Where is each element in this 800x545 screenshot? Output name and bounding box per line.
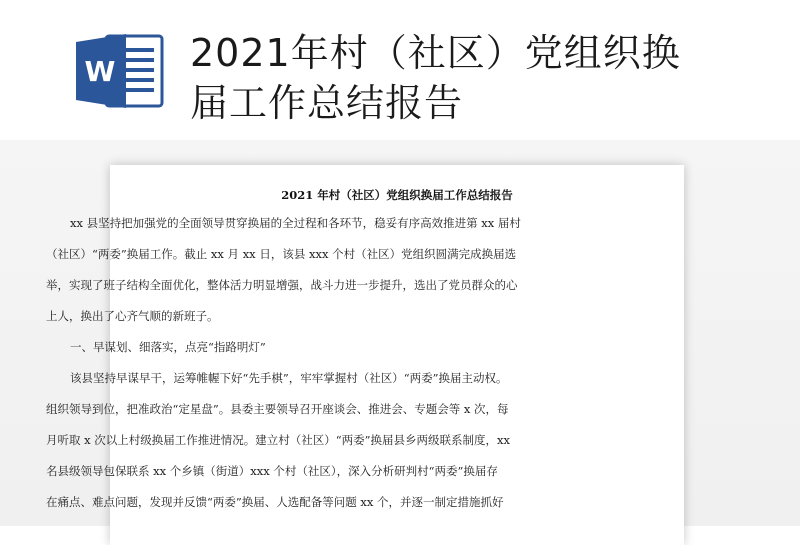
page-title-line-1: 2021年村（社区）党组织换: [190, 31, 681, 75]
header-band: [0, 0, 800, 140]
text-line: 举，实现了班子结构全面优化，整体活力明显增强，战斗力进一步提升，选出了党员群众的心: [46, 278, 518, 292]
text-line: xx 县坚持把加强党的全面领导贯穿换届的全过程和各环节，稳妥有序高效推进第 xx 届村: [70, 216, 521, 230]
text-line: 组织领导到位，把准政治“定星盘”。县委主要领导召开座谈会、推进会、专题会等 x 次，每: [46, 402, 509, 416]
logo-letter: W: [84, 55, 116, 88]
text-line: 月听取 x 次以上村级换届工作推进情况。建立村（社区）“两委”换届县乡两级联系制度，xx: [46, 433, 511, 447]
page-title-line-2: 届工作总结报告: [190, 81, 464, 125]
text-line: 在痛点、难点问题，发现并反馈“两委”换届、人选配备等问题 xx 个，并逐一制定措施抓好: [46, 495, 504, 509]
text-line: 该县坚持早谋早干，运筹帷幄下好“先手棋”，牢牢掌握村（社区）“两委”换届主动权。: [70, 371, 508, 385]
paragraph-intro: [46, 208, 546, 518]
word-document-icon: [72, 30, 168, 112]
page-title: [190, 28, 710, 128]
text-line: （社区）“两委”换届工作。截止 xx 月 xx 日，该县 xxx 个村（社区）党组织圆满完成换届选: [46, 247, 517, 261]
document-title: 2021 年村（社区）党组织换届工作总结报告: [281, 188, 513, 202]
text-line: 名县级领导包保联系 xx 个乡镇（街道）xxx 个村（社区），深入分析研判村“两委”换届存: [46, 464, 498, 478]
section-heading: 一、早谋划、细落实，点亮“指路明灯”: [70, 340, 266, 354]
text-line: 上人，换出了心齐气顺的新班子。: [46, 309, 219, 323]
